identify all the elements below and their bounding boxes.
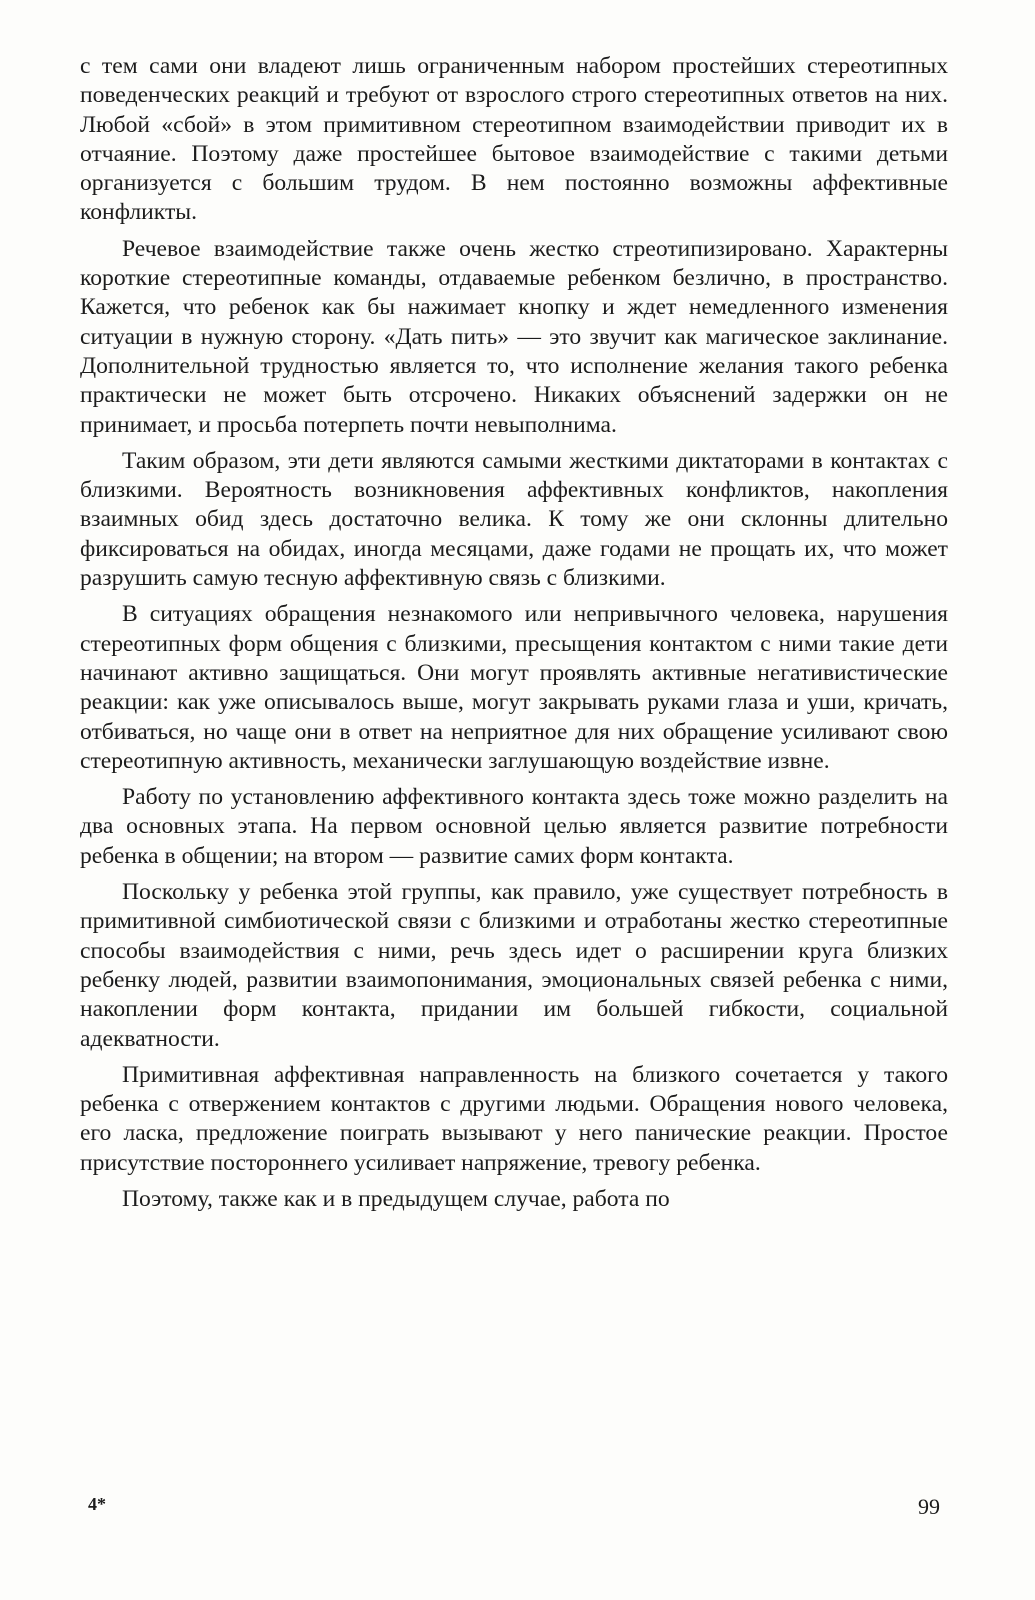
- paragraph-5: Работу по установлению аффективного контакта здесь тоже можно разделить на два основных этапа. На первом основной целью является развитие потребности ребенка в общении; на втором — развитие самих форм контакта.: [80, 784, 948, 869]
- paragraph-8: Поэтому, также как и в предыдущем случае, работа по: [122, 1185, 670, 1212]
- paragraph-2: Речевое взаимодействие также очень жестко стреотипизировано. Характерны короткие стереотипные команды, отдаваемые ребенком безлично, в пространство. Кажется, что ребенок как бы нажимает кнопку и ждет немедленного изменения ситуации в нужную сторону. «Дать пить» — это звучит как магическое заклинание. Дополнительной трудностью является то, что исполнение желания такого ребенка практически не может быть отсрочено. Никаких объяснений задержки он не принимает, и просьба потерпеть почти невыполнима.: [80, 235, 948, 438]
- paragraph-1: с тем сами они владеют лишь ограниченным набором простейших стереотипных поведенческих реакций и требуют от взрослого строго стереотипных ответов на них. Любой «сбой» в этом примитивном стереотипном взаимодействии приводит их в отчаяние. Поэтому даже простейшее бытовое взаимодействие с такими детьми организуется с большим трудом. В нем постоянно возможны аффективные конфликты.: [80, 53, 948, 226]
- paragraph-3: Таким образом, эти дети являются самыми жесткими диктаторами в контактах с близкими. Вероятность возникновения аффективных конфликтов, накопления взаимных обид здесь достаточно велика. К тому же они склонны длительно фиксироваться на обидах, иногда месяцами, даже годами не прощать их, что может разрушить самую тесную аффективную связь с близкими.: [80, 447, 948, 592]
- paragraph-6: Поскольку у ребенка этой группы, как правило, уже существует потребность в примитивной симбиотической связи с близкими и отработаны жестко стереотипные способы взаимодействия с ними, речь здесь идет о расширении круга близких ребенку людей, развитии взаимопонимания, эмоциональных связей ребенка с ними, накоплении форм контакта, придании им большей гибкости, социальной адекватности.: [80, 879, 948, 1052]
- page-number: 99: [918, 1494, 940, 1519]
- printer-signature-mark: 4*: [88, 1494, 106, 1514]
- page-footer: [80, 1494, 948, 1524]
- paragraph-7: Примитивная аффективная направленность на близкого сочетается у такого ребенка с отвержением контактов с другими людьми. Обращения нового человека, его ласка, предложение поиграть вызывают у него панические реакции. Простое присутствие постороннего усиливает напряжение, тревогу ребенка.: [80, 1061, 948, 1176]
- body-text: [80, 52, 948, 1221]
- paragraph-4: В ситуациях обращения незнакомого или непривычного человека, нарушения стереотипных форм общения с близкими, пресыщения контактом с ними такие дети начинают активно защищаться. Они могут проявлять активные негативистические реакции: как уже описывалось выше, могут закрывать руками глаза и уши, кричать, отбиваться, но чаще они в ответ на неприятное для них обращение усиливают свою стереотипную активность, механически заглушающую воздействие извне.: [80, 601, 948, 774]
